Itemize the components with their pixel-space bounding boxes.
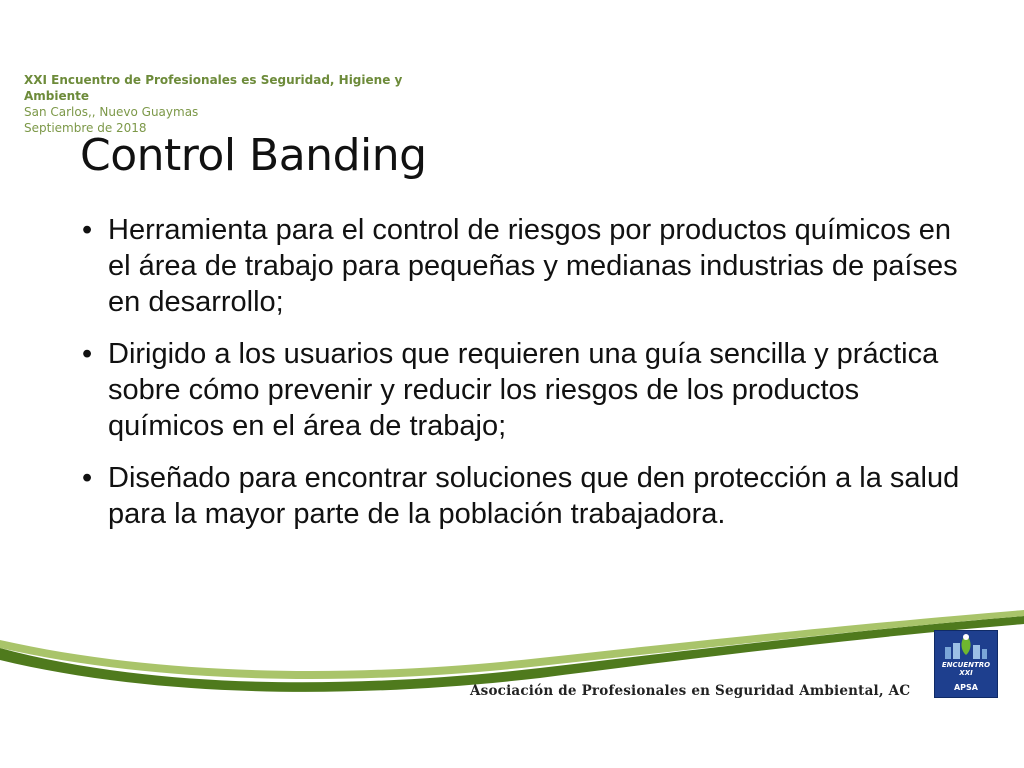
bullet-dot-icon: • xyxy=(82,462,93,494)
event-location: San Carlos,, Nuevo Guaymas xyxy=(24,105,199,119)
leaf-logo-icon xyxy=(935,631,997,661)
event-title: XXI Encuentro de Profesionales es Seguridad, Higiene y Ambiente xyxy=(24,73,403,103)
bullet-dot-icon: • xyxy=(82,214,93,246)
bullet-item xyxy=(80,212,960,320)
apsa-logo xyxy=(934,630,998,698)
bullet-list xyxy=(80,212,960,548)
bullet-text: Dirigido a los usuarios que requieren una guía sencilla y práctica sobre cómo prevenir y reducir los riesgos de los productos químicos en el área de trabajo; xyxy=(108,338,939,442)
bullet-item xyxy=(80,336,960,444)
bullet-text: Diseñado para encontrar soluciones que den protección a la salud para la mayor parte de la población trabajadora. xyxy=(108,462,960,530)
slide-title: Control Banding xyxy=(80,130,427,181)
footer-organization: Asociación de Profesionales en Seguridad Ambiental, AC xyxy=(470,683,911,699)
bullet-dot-icon: • xyxy=(82,338,93,370)
bullet-item xyxy=(80,460,960,532)
logo-name: ENCUENTRO XXI xyxy=(941,661,991,677)
event-date: Septiembre de 2018 xyxy=(24,121,147,135)
wave-light-stripe xyxy=(0,610,1024,679)
logo-abbreviation: APSA xyxy=(953,683,978,692)
bullet-text: Herramienta para el control de riesgos por productos químicos en el área de trabajo para pequeñas y medianas industrias de países en desarrollo; xyxy=(108,214,958,318)
